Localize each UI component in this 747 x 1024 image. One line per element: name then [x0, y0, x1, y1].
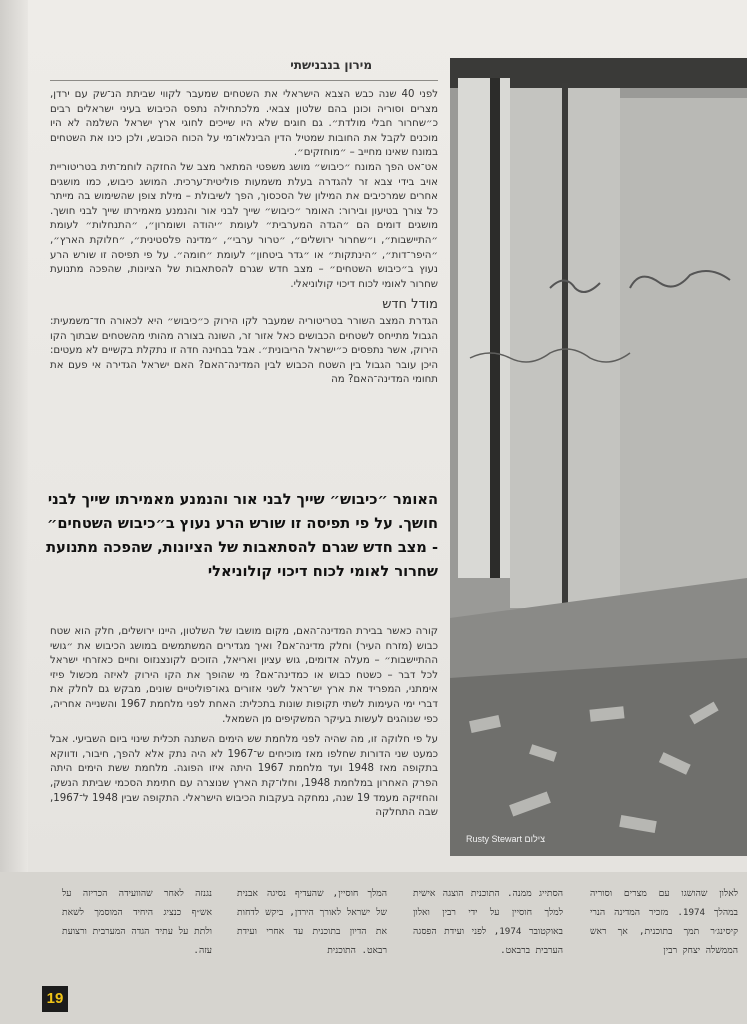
photo-credit: Rusty Stewart צילום — [466, 834, 545, 844]
article-body-bottom — [50, 625, 438, 821]
header-divider — [50, 80, 438, 81]
article-body-top — [50, 88, 438, 388]
article-paragraph: קורה כאשר בבירת המדינה־האם, מקום מושבו של השלטון, היינו ירושלים, חלק הוא שטח כבוש (מזרח העיר) וחלק מדינה־אם? ואיך מגדירים המשתמשים במושג הכיבוש את ״גושי ההתיישבות״ – מעלה אדומים, גוש עציון ואריאל, הזוכים לקונצנזוס וחיים כאזרחי ישראל לכל דבר – כשטח כבוש או כמדינה־אם? מי שהופך את הקו הירוק לאיזה מכשול פיזי אימתני, המפריד את ארץ יש־ראל לשני אזורים גאו־פוליטיים שונים, מבקש גם לחלק את דברי ימי העימות לשתי תקופות שונות בתכלית: האחת לפני מלחמת 1967 והשנייה אחריה, כפי שנוהגים לעשות בעיקר המשקיפים מן השמאל. — [50, 626, 438, 725]
page-gutter-shadow — [0, 0, 28, 1024]
article-subheading: מודל חדש — [382, 297, 438, 313]
sidebar-column: נגנזה לאחר שהוועידה הכריזה על אש״ף כנציג היחיד המוסמך לשאת ולתת על עתיד הגדה המערבית ורצועת עזה. — [62, 888, 212, 956]
separation-wall-illustration — [450, 58, 747, 856]
sidebar-column: הסתייג ממנה. התוכנית הוצגה אישית למלך חוסיין על ידי רבין ואלון באוקטובר 1974, לפני ועידת הפסגה הערבית ברבאט. — [413, 888, 563, 956]
article-paragraph: לפני 40 שנה כבש הצבא הישראלי את השטחים שמעבר לקווי שביתת הנ־שק עם ירדן, מצרים וסוריה וכונן בהם שלטון צבאי. מלכתחילה נתפס הכיבוש בעיני ישראלים רבים כ״שחרור חבלי מולדת״. גם חוגים שלא היו שייכים לחוגי ארץ ישראל השלמה לא היו מוכנים לקבל את החובות שמטיל הדין הבינלאו־מי על הכוח הכובש, ולכן כינו את השטחים במונח שאינו מחייב – ״מוחזקים״. — [50, 89, 438, 159]
article-paragraph: הגדרת המצב השורר בטריטוריה שמעבר לקו הירוק כ״כיבוש״ היא לכאורה חד־משמעית: הגבול מתייחס לשטחים הכבושים כאל אזור זר, השונה בצורה מהותי מהשטחים שבתוך הקו הירוק, אשר נתפסים כ״ישראל הריבונית״. אבל בבחינה חדה זו נתקלת בקשיים לא מעטים: היכן עובר הגבול בין השטח הכבוש לבין המדינה־האם? האם ישראל הגדירה אי פעם את תחומי המדינה־האם? מה — [50, 315, 438, 386]
page-number: 19 — [42, 986, 68, 1012]
sidebar-column: לאלון שהושגו עם מצרים וסוריה במהלך 1974. מזכיר המדינה הנרי קיסינג׳ר תמך בתוכנית, אך ראש הממשלה יצחק רבין — [590, 888, 738, 956]
wall-photo — [450, 58, 747, 856]
pull-quote: האומר ״כיבוש״ שייך לבני אור והנמנע מאמירתו שייך לבני חושך. על פי תפיסה זו שורש הרע נעוץ ב״כיבוש השטחים״ - מצב חדש שגרם להסתאבות של הציונות, שהפכה מתנועת שחרור לאומי לכוח דיכוי קולוניאלי — [46, 491, 438, 580]
article-author: מירון בנבנישתי — [290, 58, 372, 72]
sidebar-column: המלך חוסיין, שהעדיף נסיגה אבנית של ישראל לאורך הירדן, ביקש לדחות את הדיון בתוכנית עד אחרי ועידת רבאט. התוכנית — [237, 888, 387, 956]
article-paragraph: אט־אט הפך המונח ״כיבוש״ מושג משפטי המתאר מצב של החזקה לוחמ־תית בטריטוריית אויב בידי צבא זר להגדרה בעלת משמעות פוליטית־ערכית. המושג כיבוש, כמו מושגים אחרים שמרכיבים את המילון של הסכסוך, הפך לשיבולת – מילת צופן שהשימוש בה מייתר כל צורך בטיעון ובירור: האומר ״כיבוש״ שייך לבני אור והנמנע מאמירתו שייך לבני חושך. מושגים דומים הם ״הגדה המערבית״ לעומת ״יהודה ושומרון״, ״התנחלות״ לעומת ״התיישבות״, ו״שחרור ירושלים״, ״טרור ערבי״, ״מדינה פלסטינית״, ״חלוקת הארץ״, ״היפר־דות״, ״הינתקות״ או ״גדר ביטחון״ לעומת ״חומה״. על פי תפיסה זו שורש הרע נעוץ ב״כיבוש השטחים״ – מצב חדש שגרם להסתאבות של הציונות, שהפכה מתנועת שחרור לאומי לכוח דיכוי קולוניאלי. — [50, 161, 438, 290]
article-paragraph: על פי חלוקה זו, מה שהיה לפני מלחמת שש הימים השתנה תכלית שינוי ביום השביעי. אבל כמעט שני הדורות שחלפו מאז מוכיחים ש־1967 לא היה נתק אלא להפך, חיבור, ודווקא בתקופה מאז 1948 ועד מלחמת 1967 היתה איזו הפוגה. מלחמת ששת הימים היתה הפרק האחרון במלחמת 1948, וחלו־קת הארץ שנוצרה עם חתימת הסכמי שביתת הנשק, והחזיקה מעמד 19 שנה, נמחקה בעקבות הכיבוש הישראלי. התקופה שבין 1948 ל־1967, שבה התחלקה — [50, 734, 439, 819]
